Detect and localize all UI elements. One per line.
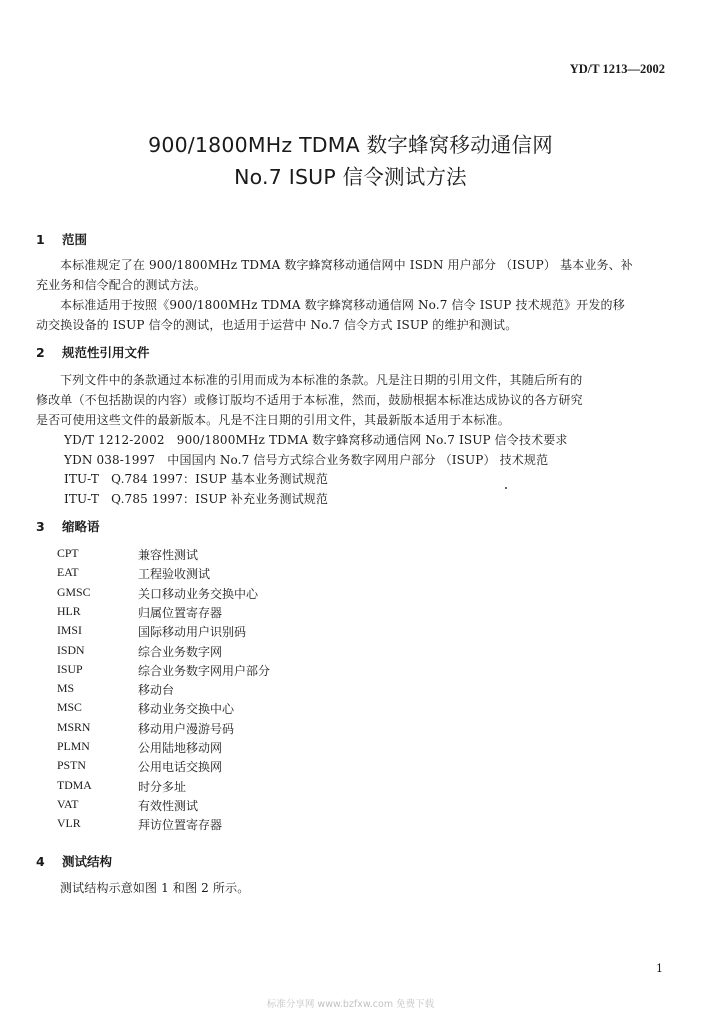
section-1-para-line: 动交换设备的 ISUP 信令的测试，也适用于运营中 No.7 信令方式 ISUP 的维护和测试。	[36, 318, 518, 332]
abbreviation-code: MSC	[57, 700, 82, 714]
section-4-para-line: 测试结构示意如图 1 和图 2 所示。	[60, 881, 250, 895]
abbreviation-code: ISDN	[57, 643, 85, 657]
reference-item: ITU-T Q.785 1997：ISUP 补充业务测试规范	[64, 492, 329, 506]
section-2-para-line: 下列文件中的条款通过本标准的引用而成为本标准的条款。凡是注日期的引用文件，其随后所有的	[60, 373, 583, 387]
section-1-para-line: 充业务和信令配合的测试方法。	[36, 278, 207, 292]
section-4-number: 4	[36, 854, 45, 869]
section-2-para-line: 修改单（不包括勘误的内容）或修订版均不适用于本标准，然而，鼓励根据本标准达成协议的各方研究	[36, 393, 583, 407]
abbreviation-code: EAT	[57, 565, 79, 579]
section-4-heading	[36, 852, 112, 870]
standard-number: YD/T 1213—2002	[569, 62, 665, 76]
section-3-heading	[36, 517, 100, 535]
section-2-number: 2	[36, 345, 45, 360]
section-1-number: 1	[36, 232, 45, 247]
abbreviation-code: VLR	[57, 816, 81, 830]
abbreviation-code: IMSI	[57, 623, 82, 637]
abbreviation-term: 兼容性测试	[138, 548, 199, 562]
abbreviation-code: MSRN	[57, 720, 91, 734]
section-3-title: 缩略语	[62, 519, 100, 534]
document-title-line1: 900/1800MHz TDMA 数字蜂窝移动通信网	[148, 133, 553, 157]
section-2-para-line: 是否可使用这些文件的最新版本。凡是不注日期的引用文件，其最新版本适用于本标准。	[36, 413, 510, 427]
abbreviation-term: 工程验收测试	[138, 567, 211, 581]
abbreviation-code: GMSC	[57, 585, 91, 599]
section-1-para-line: 本标准规定了在 900/1800MHz TDMA 数字蜂窝移动通信网中 ISDN 用户部分 （ISUP） 基本业务、补	[60, 258, 633, 272]
abbreviation-term: 公用陆地移动网	[138, 741, 223, 755]
section-1-heading	[36, 230, 87, 248]
abbreviation-code: PLMN	[57, 739, 90, 753]
abbreviation-term: 国际移动用户识别码	[138, 625, 247, 639]
abbreviation-term: 有效性测试	[138, 799, 199, 813]
reference-item: YD/T 1212-2002 900/1800MHz TDMA 数字蜂窝移动通信网 No.7 ISUP 信令技术要求	[64, 433, 568, 447]
abbreviation-term: 归属位置寄存器	[138, 606, 223, 620]
abbreviation-code: HLR	[57, 604, 81, 618]
abbreviation-term: 移动业务交换中心	[138, 702, 235, 716]
section-3-number: 3	[36, 519, 45, 534]
abbreviation-term: 综合业务数字网用户部分	[138, 664, 271, 678]
abbreviation-term: 关口移动业务交换中心	[138, 587, 259, 601]
abbreviation-term: 移动用户漫游号码	[138, 722, 235, 736]
section-2-heading	[36, 343, 150, 361]
abbreviation-term: 移动台	[138, 683, 175, 697]
watermark-footer: 标准分享网 www.bzfxw.com 免费下载	[266, 999, 435, 1010]
section-1-title: 范围	[62, 232, 88, 247]
abbreviation-code: MS	[57, 681, 75, 695]
abbreviation-term: 综合业务数字网	[138, 645, 223, 659]
abbreviation-code: PSTN	[57, 758, 86, 772]
document-title-line2: No.7 ISUP 信令测试方法	[234, 165, 467, 189]
abbreviation-term: 拜访位置寄存器	[138, 818, 223, 832]
scan-speck	[505, 487, 507, 489]
reference-item: YDN 038-1997 中国国内 No.7 信号方式综合业务数字网用户部分 （ISUP） 技术规范	[64, 453, 549, 467]
abbreviation-code: CPT	[57, 546, 79, 560]
section-1-para-line: 本标准适用于按照《900/1800MHz TDMA 数字蜂窝移动通信网 No.7 信令 ISUP 技术规范》开发的移	[60, 298, 625, 312]
abbreviation-code: ISUP	[57, 662, 83, 676]
abbreviation-code: VAT	[57, 797, 79, 811]
section-4-title: 测试结构	[62, 854, 113, 869]
abbreviation-term: 时分多址	[138, 780, 187, 794]
section-2-title: 规范性引用文件	[62, 345, 150, 360]
reference-item: ITU-T Q.784 1997：ISUP 基本业务测试规范	[64, 472, 329, 486]
abbreviation-code: TDMA	[57, 778, 92, 792]
page-number: 1	[656, 962, 663, 975]
abbreviation-term: 公用电话交换网	[138, 760, 223, 774]
